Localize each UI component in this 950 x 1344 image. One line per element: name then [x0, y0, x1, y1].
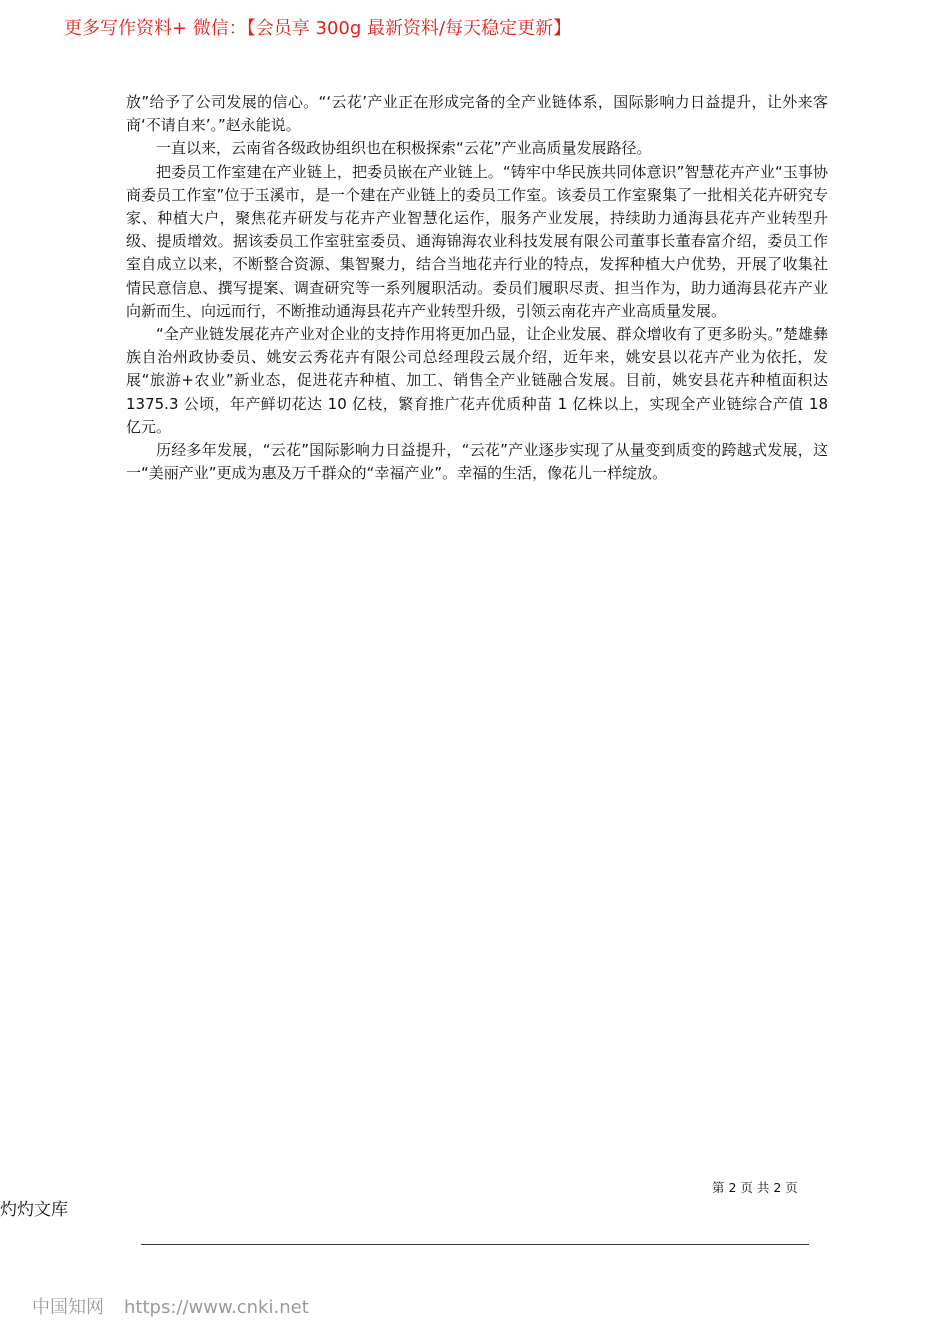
- page-number: 第 2 页 共 2 页: [712, 1180, 798, 1195]
- library-name: 灼灼文库: [0, 1200, 68, 1220]
- paragraph: “全产业链发展花卉产业对企业的支持作用将更加凸显，让企业发展、群众增收有了更多盼头。”楚雄彝族自治州政协委员、姚安云秀花卉有限公司总经理段云晟介绍，近年来，姚安县以花卉产业为依托，发展“旅游+农业”新业态，促进花卉种植、加工、销售全产业链融合发展。目前，姚安县花卉种植面积达 1375.3 公顷，年产鲜切花达 10 亿枝，繁育推广花卉优质种苗 1 亿株以上，实现全产业链综合产值 18 亿元。: [126, 325, 828, 436]
- paragraph: 历经多年发展，“云花”国际影响力日益提升，“云花”产业逐步实现了从量变到质变的跨越式发展，这一“美丽产业”更成为惠及万千群众的“幸福产业”。幸福的生活，像花儿一样绽放。: [126, 441, 828, 483]
- footer-divider: [141, 1244, 809, 1245]
- article-body: [126, 91, 828, 485]
- cnki-watermark: [32, 1293, 309, 1319]
- promo-banner: 更多写作资料+ 微信：【会员享 300g 最新资料/每天稳定更新】: [64, 18, 572, 39]
- watermark-site-name: 中国知网: [32, 1297, 104, 1318]
- paragraph: 一直以来，云南省各级政协组织也在积极探索“云花”产业高质量发展路径。: [156, 139, 652, 158]
- paragraph: 把委员工作室建在产业链上，把委员嵌在产业链上。“铸牢中华民族共同体意识”智慧花卉产业“玉事协商委员工作室”位于玉溪市，是一个建在产业链上的委员工作室。该委员工作室聚集了一批相关花卉研究专家、种植大户，聚焦花卉研发与花卉产业智慧化运作，服务产业发展，持续助力通海县花卉产业转型升级、提质增效。据该委员工作室驻室委员、通海锦海农业科技发展有限公司董事长董春富介绍，委员工作室自成立以来，不断整合资源、集智聚力，结合当地花卉行业的特点，发挥种植大户优势，开展了收集社情民意信息、撰写提案、调查研究等一系列履职活动。委员们履职尽责、担当作为，助力通海县花卉产业向新而生、向远而行，不断推动通海县花卉产业转型升级，引领云南花卉产业高质量发展。: [126, 162, 828, 320]
- paragraph-continued: 放”给予了公司发展的信心。“‘云花’产业正在形成完备的全产业链体系，国际影响力日益提升，让外来客商‘不请自来’。”赵永能说。: [126, 93, 828, 135]
- watermark-url: https://www.cnki.net: [124, 1297, 309, 1318]
